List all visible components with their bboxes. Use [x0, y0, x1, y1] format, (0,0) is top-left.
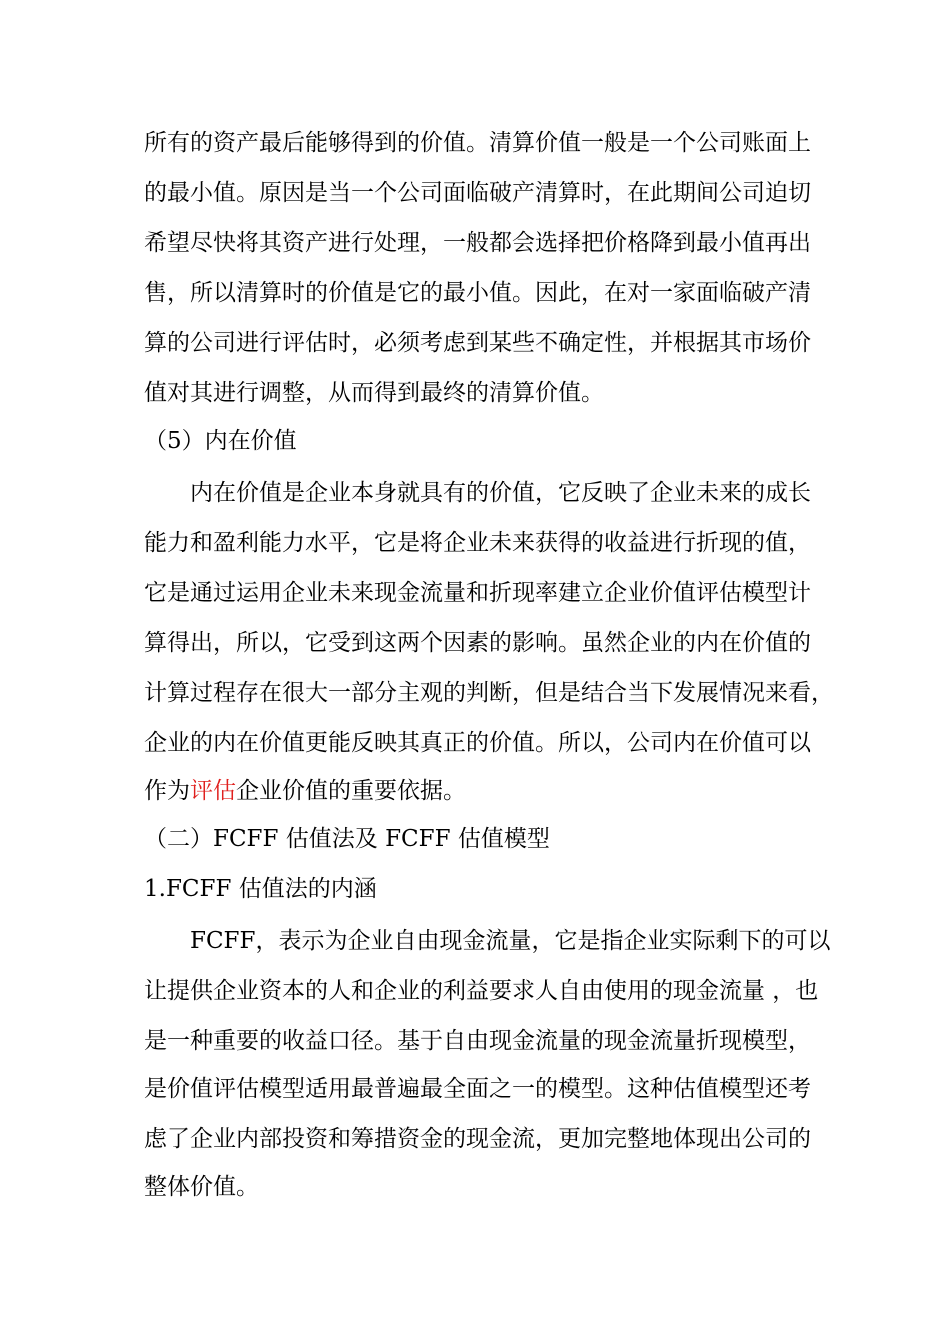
subsection-heading: 1.FCFF 估值法的内涵 — [144, 876, 377, 902]
paragraph-line: 的最小值。原因是当一个公司面临破产清算时，在此期间公司迫切 — [144, 180, 811, 206]
paragraph-line: 计算过程存在很大一部分主观的判断，但是结合当下发展情况来看， — [144, 680, 834, 706]
paragraph-line: 虑了企业内部投资和筹措资金的现金流，更加完整地体现出公司的 — [144, 1126, 811, 1152]
text-segment: 作为 — [144, 778, 190, 804]
paragraph-line: 是一种重要的收益口径。基于自由现金流量的现金流量折现模型， — [144, 1028, 811, 1054]
text-segment: 企业价值的重要依据。 — [236, 778, 466, 804]
paragraph-line: 让提供企业资本的人和企业的利益要求人自由使用的现金流量 ，也 — [144, 978, 819, 1004]
section-heading: （二）FCFF 估值法及 FCFF 估值模型 — [144, 826, 550, 852]
paragraph-line: FCFF，表示为企业自由现金流量，它是指企业实际剩下的可以 — [190, 928, 831, 954]
paragraph-line: 售，所以清算时的价值是它的最小值。因此，在对一家面临破产清 — [144, 280, 811, 306]
paragraph-line — [144, 776, 466, 806]
paragraph-line: 是价值评估模型适用最普遍最全面之一的模型。这种估值模型还考 — [144, 1076, 811, 1102]
paragraph-line: 整体价值。 — [144, 1174, 259, 1200]
paragraph-line: 希望尽快将其资产进行处理，一般都会选择把价格降到最小值再出 — [144, 230, 811, 256]
paragraph-line: 值对其进行调整，从而得到最终的清算价值。 — [144, 380, 604, 406]
paragraph-line: 能力和盈利能力水平，它是将企业未来获得的收益进行折现的值， — [144, 530, 811, 556]
paragraph-line: 企业的内在价值更能反映其真正的价值。所以，公司内在价值可以 — [144, 730, 811, 756]
paragraph-line: 它是通过运用企业未来现金流量和折现率建立企业价值评估模型计 — [144, 580, 811, 606]
highlighted-text: 评估 — [190, 778, 236, 804]
paragraph-line: 内在价值是企业本身就具有的价值，它反映了企业未来的成长 — [190, 480, 811, 506]
section-heading: （5）内在价值 — [144, 428, 297, 454]
paragraph-line: 算得出，所以，它受到这两个因素的影响。虽然企业的内在价值的 — [144, 630, 811, 656]
paragraph-line: 算的公司进行评估时，必须考虑到某些不确定性，并根据其市场价 — [144, 330, 811, 356]
paragraph-line: 所有的资产最后能够得到的价值。清算价值一般是一个公司账面上 — [144, 130, 811, 156]
